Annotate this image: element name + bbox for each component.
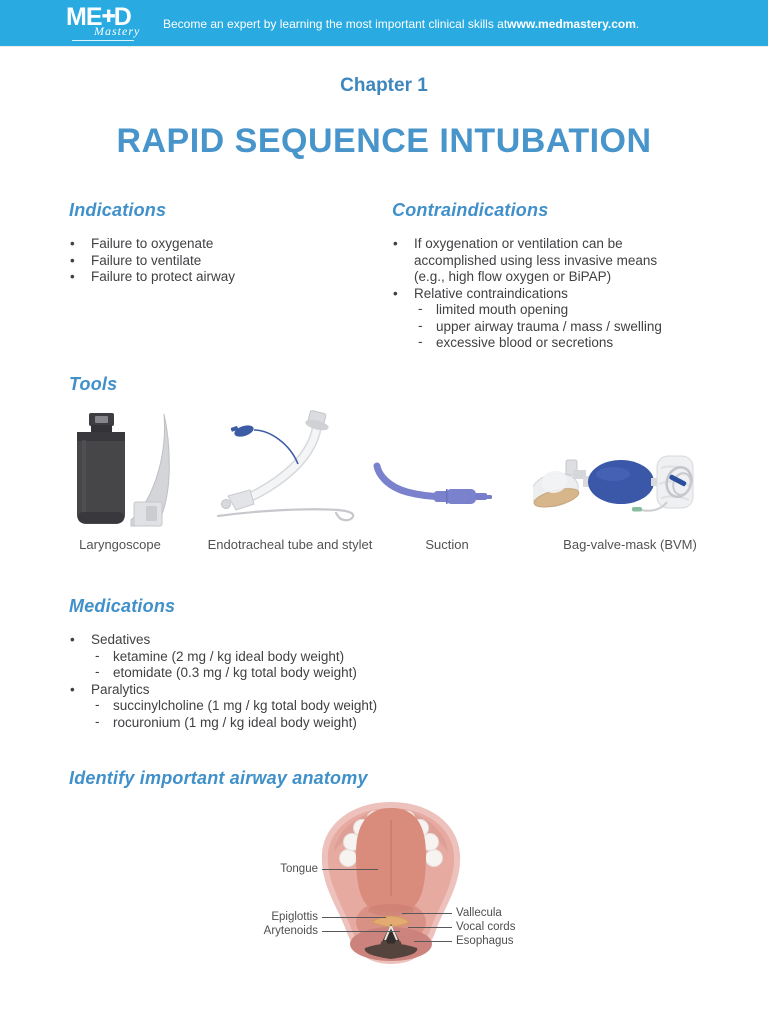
list-sub-item: - excessive blood or secretions: [392, 335, 674, 352]
list-item: • Relative contraindications: [392, 286, 674, 303]
medmastery-logo: [66, 5, 166, 43]
anatomy-label-esophagus: Esophagus: [456, 935, 514, 947]
leader-line: [322, 917, 386, 918]
list-item: • Paralytics: [69, 682, 489, 699]
leader-line: [322, 931, 400, 932]
anatomy-label-vallecula: Vallecula: [456, 907, 502, 919]
tagline-period: .: [635, 16, 640, 31]
header-bar: [0, 0, 768, 47]
logo-d-text: D: [113, 3, 131, 31]
tool-label-endotracheal-tube: Endotracheal tube and stylet: [207, 537, 373, 552]
tool-label-suction: Suction: [425, 537, 469, 552]
tools-heading: Tools: [69, 374, 118, 394]
tagline-text: Become an expert by learning the most important clinical skills at: [163, 16, 508, 31]
list-item: • If oxygenation or ventilation can be accomplished using less invasive means (e.g., high flow oxygen or BiPAP): [392, 236, 670, 286]
list-sub-item: - rocuronium (1 mg / kg ideal body weight): [69, 715, 489, 732]
suction-illustration: [372, 460, 500, 508]
logo-swash-line: [72, 40, 134, 41]
medmastery-link[interactable]: www.medmastery.com: [507, 16, 636, 31]
logo-med-text: ME: [66, 3, 102, 31]
medications-list: [69, 632, 489, 731]
list-sub-item: - upper airway trauma / mass / swelling: [392, 319, 674, 336]
airway-anatomy-figure: [0, 790, 768, 980]
list-sub-item: - etomidate (0.3 mg / kg total body weight): [69, 665, 489, 682]
logo-mastery-text: Mastery: [94, 24, 166, 39]
leader-line: [322, 869, 378, 870]
page-title: RAPID SEQUENCE INTUBATION: [116, 122, 652, 160]
indications-heading: Indications: [69, 200, 167, 220]
list-sub-item: - limited mouth opening: [392, 302, 674, 319]
leader-line: [414, 941, 452, 942]
list-item: • Failure to ventilate: [69, 253, 349, 270]
list-sub-item: - ketamine (2 mg / kg ideal body weight): [69, 649, 489, 666]
header-tagline: [163, 0, 639, 47]
anatomy-label-arytenoids: Arytenoids: [263, 925, 318, 937]
airway-anatomy-illustration: [318, 796, 464, 968]
logo-cross-icon: ✚: [101, 7, 115, 26]
anatomy-label-tongue: Tongue: [280, 863, 318, 875]
list-item: • Sedatives: [69, 632, 489, 649]
list-item: • Failure to protect airway: [69, 269, 349, 286]
anatomy-label-epiglottis: Epiglottis: [271, 911, 318, 923]
medications-heading: Medications: [69, 596, 176, 616]
list-sub-item: - succinylcholine (1 mg / kg total body weight): [69, 698, 489, 715]
contraindications-list: [392, 236, 674, 352]
list-item: • Failure to oxygenate: [69, 236, 349, 253]
tool-label-laryngoscope: Laryngoscope: [79, 537, 161, 552]
endotracheal-tube-illustration: [212, 410, 364, 528]
indications-list: [69, 236, 349, 286]
bvm-illustration: [533, 450, 695, 514]
contraindications-heading: Contraindications: [392, 200, 549, 220]
anatomy-label-vocal-cords: Vocal cords: [456, 921, 516, 933]
tool-label-bvm: Bag-valve-mask (BVM): [563, 537, 697, 552]
chapter-label: Chapter 1: [340, 75, 428, 96]
anatomy-heading: Identify important airway anatomy: [69, 768, 368, 788]
leader-line: [402, 913, 452, 914]
laryngoscope-illustration: [68, 410, 174, 528]
leader-line: [408, 927, 452, 928]
